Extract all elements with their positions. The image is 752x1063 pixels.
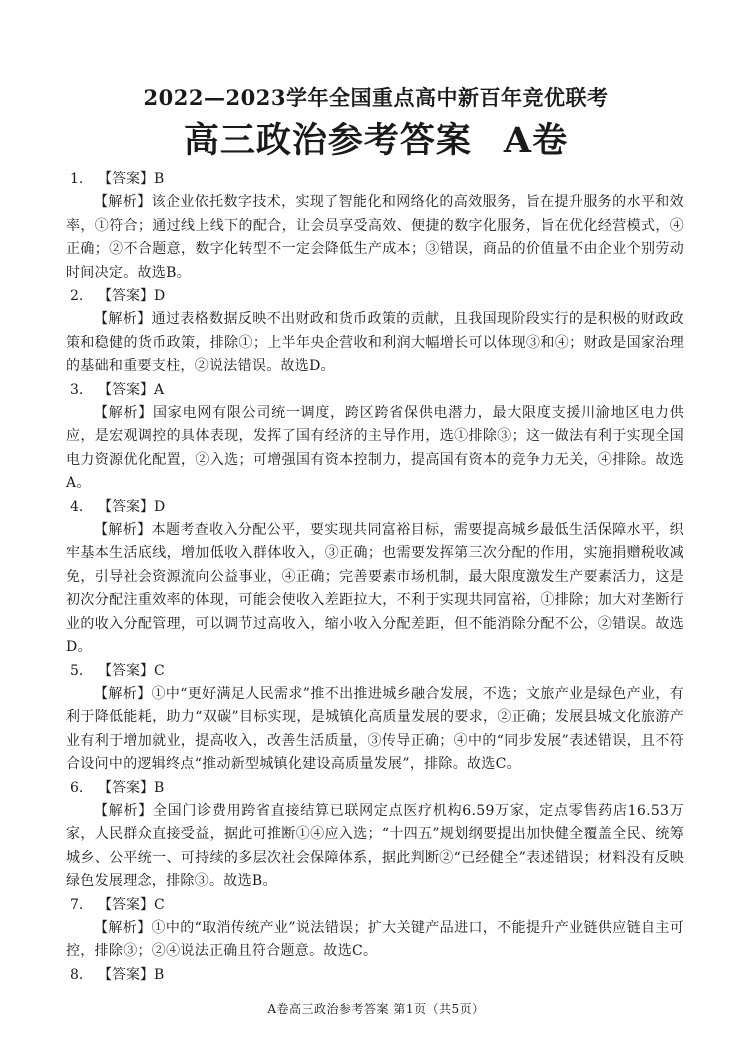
explanation: 【解析】通过表格数据反映不出财政和货币政策的贡献，且我国现阶段实行的是积极的财政政策和稳健的货币政策，排除①；上半年央企营收和利润大幅增长可以体现③和④；财政是国家治理的基础和重要支柱，②说法错误。故选D。 [66, 311, 684, 374]
answer-line [66, 379, 686, 402]
question-number: 3. [70, 381, 84, 398]
question-number: 8. [70, 966, 84, 983]
answer-line [66, 496, 686, 519]
question-number: 6. [70, 779, 84, 796]
explanation: 【解析】国家电网有限公司统一调度，跨区跨省保供电潜力，最大限度支援川渝地区电力供应，是宏观调控的具体表现，发挥了国有经济的主导作用，选①排除③；这一做法有利于实现全国电力资源优化配置，②入选；可增强国有资本控制力，提高国有资本的竞争力无关，④排除。故选A。 [66, 404, 684, 491]
explanation: 【解析】①中“更好满足人民需求”推不出推进城乡融合发展，不选；文旅产业是绿色产业，有利于降低能耗，助力“双碳”目标实现，是城镇化高质量发展的要求，②正确；发展县城文化旅游产业有利于增加就业，提高收入，改善生活质量，③传导正确；④中的“同步发展”表述错误，且不符合设问中的逻辑终点“推动新型城镇化建设高质量发展”，排除。故选C。 [66, 685, 684, 772]
answer-label: 【答案】D [98, 288, 166, 304]
answer-label: 【答案】C [98, 896, 165, 913]
answer-line [66, 894, 686, 917]
question-number: 2. [70, 288, 84, 304]
question-number: 7. [70, 896, 84, 913]
question-item [66, 379, 686, 496]
answer-label: 【答案】C [98, 662, 165, 679]
explanation: 【解析】该企业依托数字技术，实现了智能化和网络化的高效服务，旨在提升服务的水平和效率，①符合；通过线上线下的配合，让会员享受高效、便捷的数字化服务，旨在优化经营模式，④正确；②不合题意，数字化转型不一定会降低生产成本；③错误，商品的价值量不由企业个别劳动时间决定。故选B。 [66, 194, 684, 281]
answer-line [66, 660, 686, 683]
answer-line [66, 777, 686, 800]
question-list [66, 168, 686, 987]
question-number: 4. [70, 498, 84, 515]
answer-label: 【答案】B [98, 966, 165, 983]
page-title [66, 118, 686, 164]
explanation: 【解析】本题考查收入分配公平，要实现共同富裕目标，需要提高城乡最低生活保障水平，织牢基本生活底线，增加低收入群体收入，③正确；也需要发挥第三次分配的作用，实施捐赠税收减免，引导社会资源流向公益事业，④正确；完善要素市场机制，最大限度激发生产要素活力，这是初次分配注重效率的体现，可能会使收入差距拉大，不利于实现共同富裕，①排除；加大对垄断行业的收入分配管理，可以调节过高收入，缩小收入分配差距，但不能消除分配不公，②错误。故选D。 [66, 521, 684, 655]
question-item [66, 496, 686, 660]
page-title-main: 高三政治参考答案 [183, 120, 472, 161]
question-item [66, 285, 686, 379]
explanation: 【解析】①中的“取消传统产业”说法错误；扩大关键产品进口，不能提升产业链供应链自主可控，排除③；②④说法正确且符合题意。故选C。 [66, 919, 684, 959]
answer-label: 【答案】B [98, 779, 165, 796]
explanation: 【解析】全国门诊费用跨省直接结算已联网定点医疗机构6.59万家，定点零售药店16.53万家，人民群众直接受益，据此可推断①④应入选；“十四五”规划纲要提出加快健全覆盖全民、统筹城乡、公平统一、可持续的多层次社会保障体系，据此判断②“已经健全”表述错误；材料没有反映绿色发展理念，排除③。故选B。 [66, 802, 684, 889]
answer-label: 【答案】D [98, 498, 166, 515]
question-item [66, 964, 686, 987]
exam-title: 2022—2023学年全国重点高中新百年竞优联考 [143, 85, 609, 110]
answer-label: 【答案】A [98, 381, 165, 398]
page-title-version: A卷 [503, 120, 569, 161]
question-item [66, 660, 686, 777]
question-number: 1. [70, 171, 84, 187]
question-item [66, 894, 686, 964]
answer-label: 【答案】B [98, 171, 165, 187]
page-footer: A卷高三政治参考答案 第1页（共5页） [267, 1002, 485, 1016]
answer-line [66, 168, 686, 191]
question-item [66, 777, 686, 894]
answer-line [66, 964, 686, 987]
question-number: 5. [70, 662, 84, 679]
answer-line [66, 285, 686, 308]
question-item [66, 168, 686, 285]
